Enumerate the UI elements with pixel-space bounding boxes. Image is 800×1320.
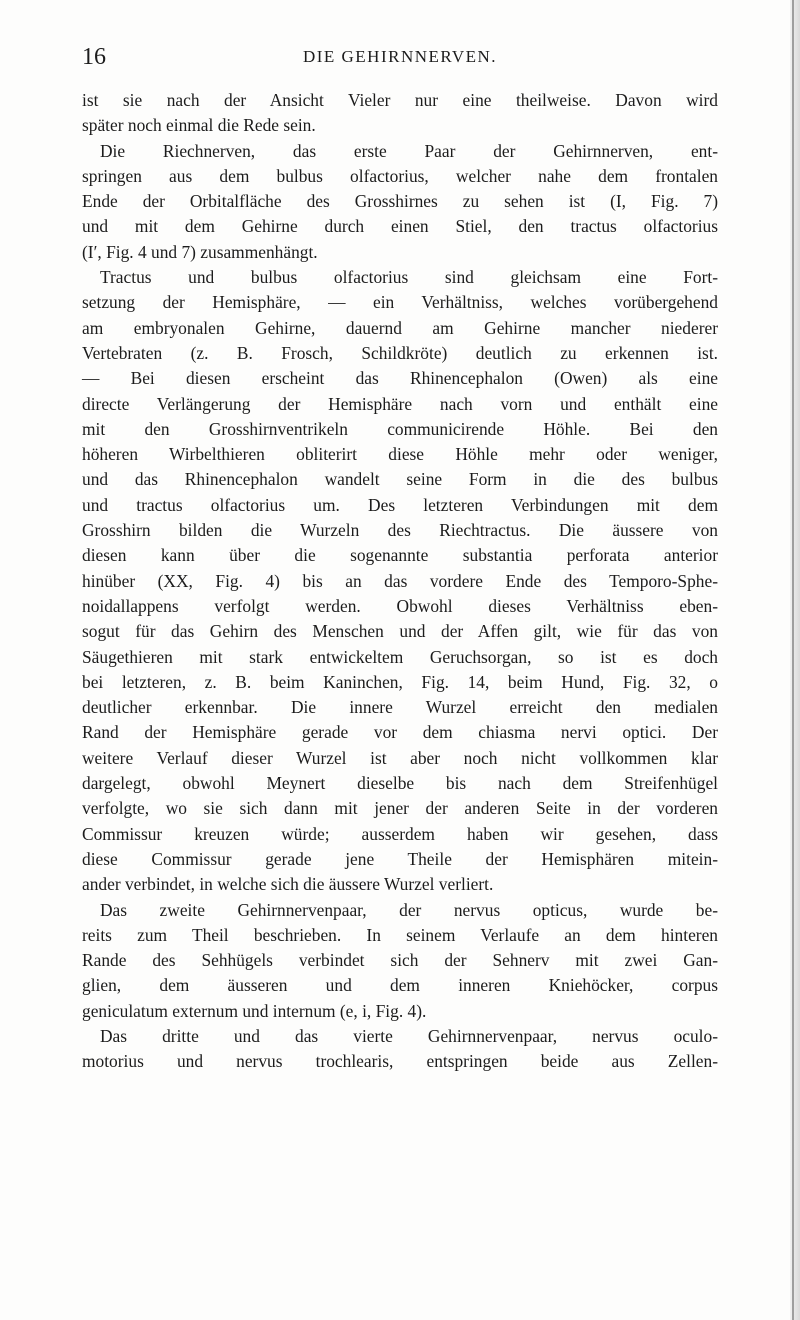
text-line: Das zweite Gehirnnervenpaar, der nervus opticus, wurde be- (100, 899, 718, 920)
text-line: höheren Wirbelthieren obliterirt diese Höhle mehr oder weniger, (82, 444, 718, 465)
text-line: am embryonalen Gehirne, dauernd am Gehirne mancher niederer (82, 317, 718, 338)
text-line: verfolgte, wo sie sich dann mit jener der anderen Seite in der vorderen (82, 798, 718, 819)
text-line: und mit dem Gehirne durch einen Stiel, den tractus olfactorius (82, 216, 718, 237)
text-line: deutlicher erkennbar. Die innere Wurzel erreicht den medialen (82, 697, 718, 718)
text-line: Vertebraten (z. B. Frosch, Schildkröte) deutlich zu erkennen ist. (82, 342, 718, 363)
text-line: und das Rhinencephalon wandelt seine Form in die des bulbus (82, 469, 718, 490)
page-number: 16 (82, 44, 106, 70)
text-line: geniculatum externum und internum (e, i, Fig. 4). (82, 1000, 427, 1021)
text-line: Ende der Orbitalfläche des Grosshirnes zu sehen ist (I, Fig. 7) (82, 191, 718, 212)
text-line: Rand der Hemisphäre gerade vor dem chiasma nervi optici. Der (82, 722, 718, 743)
text-line: und tractus olfactorius um. Des letzteren Verbindungen mit dem (82, 494, 718, 515)
text-line: directe Verlängerung der Hemisphäre nach vorn und enthält eine (82, 393, 718, 414)
text-line: springen aus dem bulbus olfactorius, welcher nahe dem frontalen (82, 165, 718, 186)
text-line: sogut für das Gehirn des Menschen und der Affen gilt, wie für das von (82, 621, 718, 642)
text-line: Grosshirn bilden die Wurzeln des Riechtractus. Die äussere von (82, 520, 718, 541)
text-line: Die Riechnerven, das erste Paar der Gehirnnerven, ent- (100, 140, 718, 161)
text-line: mit den Grosshirnventrikeln communicirende Höhle. Bei den (82, 418, 718, 439)
page-header (82, 44, 718, 74)
text-line: diese Commissur gerade jene Theile der Hemisphären mitein- (82, 848, 718, 869)
text-line: motorius und nervus trochlearis, entspringen beide aus Zellen- (82, 1051, 718, 1072)
text-line: Das dritte und das vierte Gehirnnervenpaar, nervus oculo- (100, 1025, 718, 1046)
text-line: bei letzteren, z. B. beim Kaninchen, Fig. 14, beim Hund, Fig. 32, o (82, 671, 718, 692)
text-line: glien, dem äusseren und dem inneren Kniehöcker, corpus (82, 975, 718, 996)
text-line: Säugethieren mit stark entwickeltem Geruchsorgan, so ist es doch (82, 646, 718, 667)
text-line: hinüber (XX, Fig. 4) bis an das vordere Ende des Temporo-Sphe- (82, 570, 718, 591)
page-edge-line (792, 0, 794, 1320)
text-line: weitere Verlauf dieser Wurzel ist aber noch nicht vollkommen klar (82, 747, 718, 768)
running-head: DIE GEHIRNNERVEN. (302, 47, 498, 66)
body-text (82, 88, 718, 1075)
text-line: dargelegt, obwohl Meynert dieselbe bis nach dem Streifenhügel (82, 773, 718, 794)
text-line: — Bei diesen erscheint das Rhinencephalon (Owen) als eine (82, 368, 718, 389)
text-line: setzung der Hemisphäre, — ein Verhältniss, welches vorübergehend (82, 292, 718, 313)
text-line: Tractus und bulbus olfactorius sind gleichsam eine Fort- (100, 267, 718, 288)
text-line: (I′, Fig. 4 und 7) zusammenhängt. (82, 241, 318, 262)
text-line: ander verbindet, in welche sich die äussere Wurzel verliert. (82, 874, 494, 895)
text-line: Rande des Sehhügels verbindet sich der Sehnerv mit zwei Gan- (82, 950, 718, 971)
text-line: Commissur kreuzen würde; ausserdem haben wir gesehen, dass (82, 823, 718, 844)
text-line: reits zum Theil beschrieben. In seinem Verlaufe an dem hinteren (82, 924, 718, 945)
text-line: später noch einmal die Rede sein. (82, 115, 316, 136)
text-line: ist sie nach der Ansicht Vieler nur eine theilweise. Davon wird (82, 90, 718, 110)
text-line: diesen kann über die sogenannte substantia perforata anterior (82, 545, 718, 566)
text-line: noidallappens verfolgt werden. Obwohl dieses Verhältniss eben- (82, 595, 718, 616)
